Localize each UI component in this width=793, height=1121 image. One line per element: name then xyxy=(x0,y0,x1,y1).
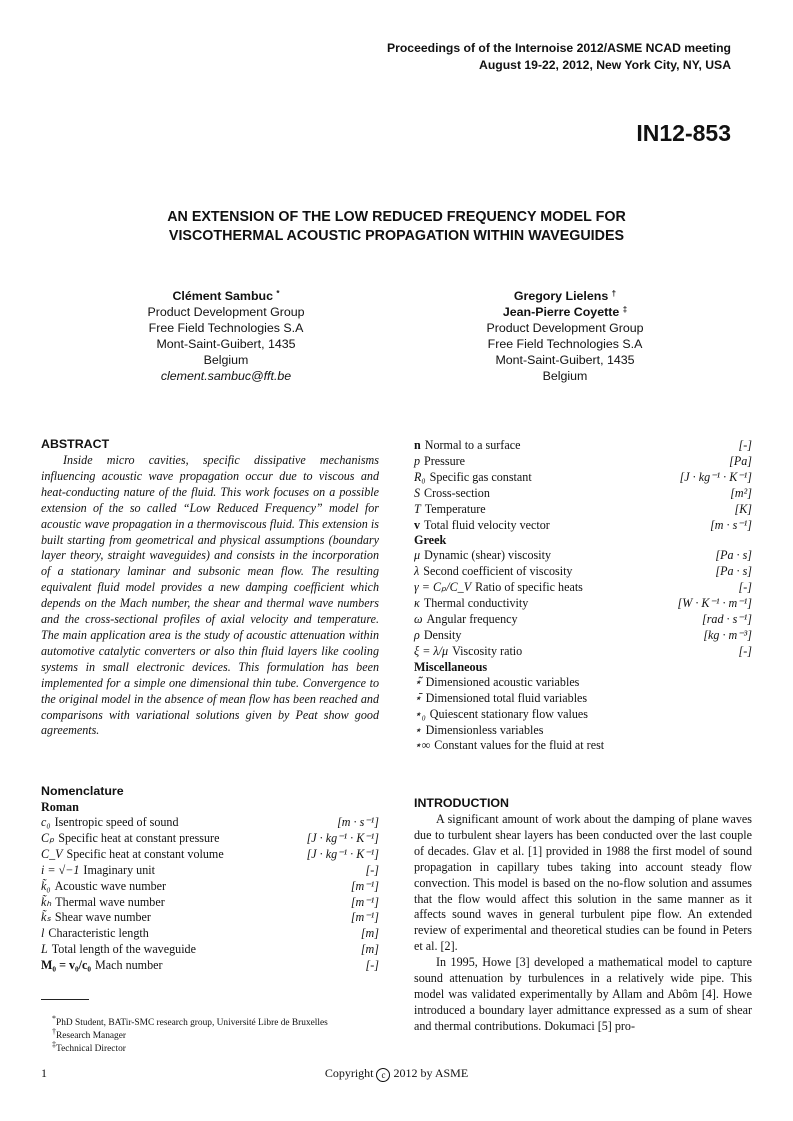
misc-heading: Miscellaneous xyxy=(414,659,488,674)
nomenclature-symbol: S xyxy=(414,485,421,500)
introduction-paragraph-1: A significant amount of work about the damping of plane waves due to turbulent shear layers has been conducted over the last couple of decades. Glav et al. [1] provided in 1988 the first model of sound propagation in capillary tubes taking into account steady flow convection. This model is based on the no-flow solution and assumes that the flow would affect this solution in the same manner as it affects sound waves in general turbulent pipe flow. An extended review of experimental and theoretical studies can be found in Peters et al. [2]. xyxy=(414,812,752,954)
nomenclature-description: Acoustic wave number xyxy=(54,878,167,893)
nomenclature-description: Ratio of specific heats xyxy=(475,580,583,595)
nomenclature-description: Isentropic speed of sound xyxy=(54,815,179,829)
nomenclature-row xyxy=(414,738,752,754)
page-number: 1 xyxy=(41,1066,47,1080)
nomenclature-symbol: M₀ = v₀/c₀ xyxy=(41,958,92,973)
introduction-section xyxy=(414,796,752,1035)
nomenclature-symbol: R₀ xyxy=(414,469,426,484)
author-company: Free Field Technologies S.A xyxy=(487,337,643,351)
nomenclature-description: Characteristic length xyxy=(48,926,149,941)
nomenclature-row xyxy=(41,910,379,926)
nomenclature-symbol: ⋆∞ xyxy=(414,738,431,753)
author-block-left xyxy=(106,288,346,384)
nomenclature-description: Mach number xyxy=(95,958,163,973)
nomenclature-row xyxy=(41,847,379,863)
footnote: †Research Manager xyxy=(52,1027,127,1041)
nomenclature-row xyxy=(414,486,752,502)
nomenclature-description: Cross-section xyxy=(424,485,490,500)
nomenclature-symbol: ⋆̃ xyxy=(414,674,422,689)
nomenclature-unit: [m · s⁻¹] xyxy=(710,517,752,532)
greek-heading: Greek xyxy=(414,533,447,548)
introduction-heading: INTRODUCTION xyxy=(414,796,509,810)
abstract-text: Inside micro cavities, specific dissipative mechanisms influencing acoustic wave propagation occur due to viscous and heat-conducting nature of the fluid. This work focuses on a possible extension of the so called “Low Reduced Frequency” model for acoustic wave propagation in a thermoviscous fluid. This extension is built starting from geometrical and physical assumptions (boundary layer theory, straight waveguides) and consists in the incorporation of a stationary laminar and subsonic mean flow. The resulting equivalent fluid model provides a new damping coefficient which depends on the Mach number, the shear and thermal wave numbers and the cross-sectional profiles of axial velocity and temperature. The main application area is the study of acoustic attenuation within automotive catalytic converters or also thin fluid layers like cooling systems in small electronic devices. This formulation has been implemented for a simple one dimensional thin tube. Convergence to the original model in the absence of mean flow has been reached and comparisons with variational solutions given by Peat show good agreements. xyxy=(41,453,379,738)
copyright-notice: Copyright c 2012 by ASME xyxy=(324,1066,469,1080)
misc-list xyxy=(414,675,752,755)
nomenclature-unit: [kg · m⁻³] xyxy=(703,627,752,642)
nomenclature-unit: [m²] xyxy=(730,485,752,500)
nomenclature-row xyxy=(41,895,379,911)
nomenclature-row xyxy=(414,723,752,739)
nomenclature-continued xyxy=(414,438,752,754)
copyright-icon: c xyxy=(376,1068,390,1082)
nomenclature-description: Quiescent stationary flow values xyxy=(429,706,588,721)
nomenclature-description: Specific heat at constant volume xyxy=(66,846,224,861)
nomenclature-unit: [-] xyxy=(365,862,379,877)
introduction-paragraph-2: In 1995, Howe [3] developed a mathematical model to capture sound attenuation by turbulences in a relatively wide pipe. This model was validated experimentally by Allam and Abôm [4]. Howe introduced a boundary layer admittance expressed as a sum of shear and thermal contributions. Dokumaci [5] pro- xyxy=(414,955,752,1033)
nomenclature-description: Dynamic (shear) viscosity xyxy=(424,548,552,563)
nomenclature-description: Dimensionless variables xyxy=(425,722,544,737)
nomenclature-unit: [Pa · s] xyxy=(715,548,752,563)
nomenclature-unit: [-] xyxy=(738,643,752,658)
nomenclature-symbol: λ xyxy=(414,564,420,579)
nomenclature-symbol: k̃ₛ xyxy=(41,910,51,925)
nomenclature-unit: [-] xyxy=(738,438,752,452)
nomenclature-symbol: L xyxy=(41,942,48,957)
nomenclature-row xyxy=(414,580,752,596)
author-name: Jean-Pierre Coyette ‡ xyxy=(502,305,628,319)
nomenclature-unit: [J · kg⁻¹ · K⁻¹] xyxy=(306,846,379,861)
nomenclature-description: Shear wave number xyxy=(54,910,151,925)
nomenclature-unit: [m] xyxy=(360,926,379,941)
nomenclature-symbol: ⋆₀ xyxy=(414,706,426,721)
author-name: Clément Sambuc * xyxy=(172,289,280,303)
nomenclature-row xyxy=(414,675,752,691)
nomenclature-unit: [-] xyxy=(365,958,379,973)
nomenclature-row xyxy=(414,454,752,470)
nomenclature-description: Normal to a surface xyxy=(424,438,521,452)
nomenclature-symbol: ⋆ xyxy=(414,722,422,737)
author-group: Product Development Group xyxy=(486,321,644,335)
nomenclature-unit: [m⁻¹] xyxy=(350,894,379,909)
nomenclature-unit: [rad · s⁻¹] xyxy=(702,612,752,627)
nomenclature-row xyxy=(414,470,752,486)
nomenclature-description: Thermal wave number xyxy=(55,894,165,909)
nomenclature-description: Dimensioned total fluid variables xyxy=(425,690,588,705)
proceedings-line-2: August 19-22, 2012, New York City, NY, USA xyxy=(479,58,731,72)
nomenclature-description: Pressure xyxy=(424,453,466,468)
nomenclature-row xyxy=(414,438,752,454)
nomenclature-description: Total fluid velocity vector xyxy=(424,517,550,532)
nomenclature-description: Temperature xyxy=(424,501,486,516)
nomenclature-symbol: ρ xyxy=(414,627,420,642)
nomenclature-heading: Nomenclature xyxy=(41,784,124,798)
nomenclature-description: Constant values for the fluid at rest xyxy=(434,738,605,753)
nomenclature-row xyxy=(41,926,379,942)
nomenclature-symbol: k̃₀ xyxy=(41,878,51,893)
title-line-1: AN EXTENSION OF THE LOW REDUCED FREQUENCY MODEL FOR xyxy=(167,209,626,225)
nomenclature-row xyxy=(414,691,752,707)
roman-cont-list xyxy=(414,438,752,533)
abstract-section xyxy=(41,437,379,739)
author-country: Belgium xyxy=(203,353,249,367)
nomenclature-row xyxy=(414,502,752,518)
nomenclature-unit: [J · kg⁻¹ · K⁻¹] xyxy=(679,469,752,484)
nomenclature-row xyxy=(414,548,752,564)
nomenclature-row xyxy=(414,518,752,534)
footnote-divider xyxy=(41,999,89,1000)
nomenclature-symbol: Cₚ xyxy=(41,830,55,845)
nomenclature-description: Thermal conductivity xyxy=(423,596,529,611)
author-country: Belgium xyxy=(542,369,588,383)
nomenclature-symbol: v xyxy=(414,517,421,532)
nomenclature-symbol: γ = Cₚ/C_V xyxy=(414,580,472,595)
nomenclature-symbol: ω xyxy=(414,612,423,627)
footnote: *PhD Student, BATir-SMC research group, Université Libre de Bruxelles xyxy=(52,1014,328,1028)
proceedings-header xyxy=(387,40,731,74)
paper-id: IN12-853 xyxy=(636,120,731,146)
greek-list xyxy=(414,548,752,659)
nomenclature-row xyxy=(41,942,379,958)
paper-title xyxy=(0,208,793,246)
nomenclature-symbol: μ xyxy=(414,548,421,563)
nomenclature-description: Imaginary unit xyxy=(83,862,155,877)
nomenclature-unit: [m⁻¹] xyxy=(350,910,379,925)
nomenclature-unit: [Pa · s] xyxy=(715,564,752,579)
nomenclature-symbol: p xyxy=(414,453,421,468)
nomenclature-symbol: n xyxy=(414,438,421,452)
nomenclature-symbol: ⋆̄ xyxy=(414,690,422,705)
title-line-2: VISCOTHERMAL ACOUSTIC PROPAGATION WITHIN WAVEGUIDES xyxy=(168,228,625,244)
nomenclature-unit: [Pa] xyxy=(729,453,752,468)
nomenclature-symbol: ξ = λ/μ xyxy=(414,643,449,658)
nomenclature-row xyxy=(414,707,752,723)
nomenclature-unit: [m⁻¹] xyxy=(350,878,379,893)
nomenclature-row xyxy=(414,628,752,644)
roman-heading: Roman xyxy=(41,800,79,814)
nomenclature-row xyxy=(414,596,752,612)
author-company: Free Field Technologies S.A xyxy=(148,321,304,335)
nomenclature-description: Second coefficient of viscosity xyxy=(423,564,573,579)
author-group: Product Development Group xyxy=(147,305,305,319)
nomenclature-unit: [W · K⁻¹ · m⁻¹] xyxy=(677,596,752,611)
nomenclature-unit: [m · s⁻¹] xyxy=(337,815,379,829)
nomenclature-symbol: k̃ₕ xyxy=(41,894,52,909)
nomenclature-section xyxy=(41,784,379,974)
author-block-right xyxy=(445,288,685,384)
author-address: Mont-Saint-Guibert, 1435 xyxy=(156,337,296,351)
nomenclature-symbol: κ xyxy=(414,596,420,611)
nomenclature-description: Total length of the waveguide xyxy=(51,942,196,957)
nomenclature-row xyxy=(41,863,379,879)
nomenclature-symbol: l xyxy=(41,926,45,941)
nomenclature-symbol: i = √−1 xyxy=(41,862,80,877)
nomenclature-description: Density xyxy=(423,627,462,642)
nomenclature-row xyxy=(41,815,379,831)
nomenclature-row xyxy=(414,644,752,660)
nomenclature-row xyxy=(41,958,379,974)
author-email: clement.sambuc@fft.be xyxy=(160,369,292,383)
nomenclature-symbol: T xyxy=(414,501,421,516)
author-address: Mont-Saint-Guibert, 1435 xyxy=(495,353,635,367)
footnote: ‡Technical Director xyxy=(52,1040,126,1054)
nomenclature-symbol: C_V xyxy=(41,846,63,861)
author-name: Gregory Lielens † xyxy=(513,289,617,303)
nomenclature-unit: [-] xyxy=(738,580,752,595)
nomenclature-description: Specific gas constant xyxy=(429,469,532,484)
nomenclature-symbol: c₀ xyxy=(41,815,51,829)
nomenclature-description: Specific heat at constant pressure xyxy=(58,830,220,845)
footnotes xyxy=(52,1014,328,1056)
nomenclature-row xyxy=(414,564,752,580)
nomenclature-description: Dimensioned acoustic variables xyxy=(425,674,580,689)
proceedings-line-1: Proceedings of of the Internoise 2012/ASME NCAD meeting xyxy=(386,41,731,55)
nomenclature-unit: [J · kg⁻¹ · K⁻¹] xyxy=(306,830,379,845)
nomenclature-description: Angular frequency xyxy=(426,612,518,627)
abstract-heading: ABSTRACT xyxy=(41,437,110,451)
nomenclature-description: Viscosity ratio xyxy=(452,643,523,658)
nomenclature-row xyxy=(41,879,379,895)
nomenclature-row xyxy=(414,612,752,628)
roman-list xyxy=(41,815,379,974)
nomenclature-unit: [K] xyxy=(734,501,752,516)
nomenclature-unit: [m] xyxy=(360,942,379,957)
nomenclature-row xyxy=(41,831,379,847)
